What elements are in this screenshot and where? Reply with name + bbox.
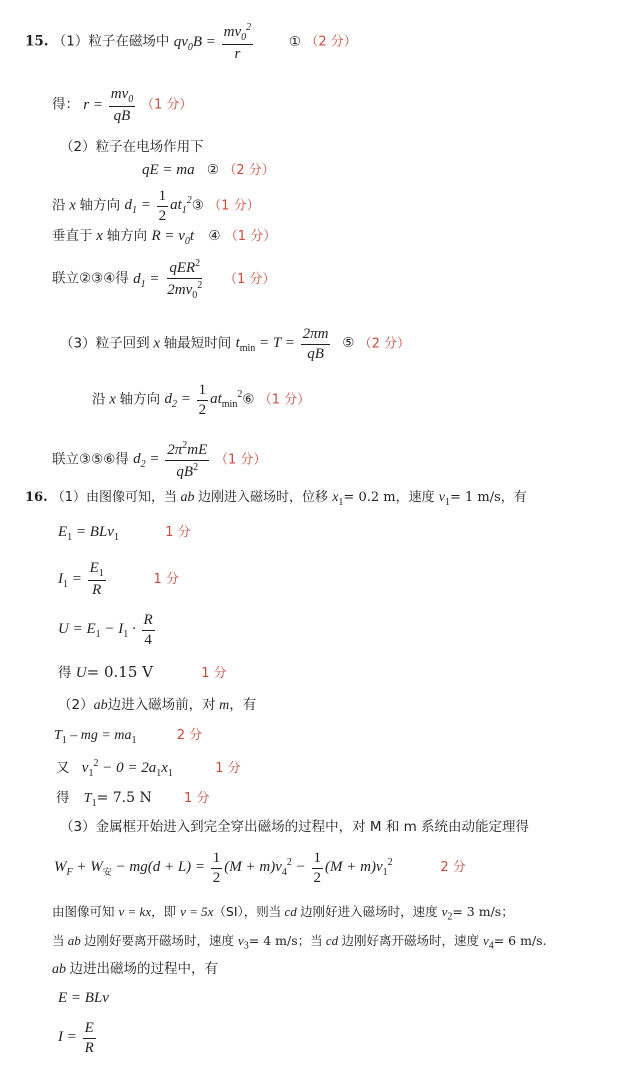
q16-U-line <box>58 612 157 648</box>
q16-p2-head-1: （2） <box>58 697 94 713</box>
q16-U-result-line: 得 U= 0.15 V 1 分 <box>58 663 227 681</box>
q16-line-b3: = 4 m/s；当 <box>248 933 323 948</box>
q16-score-T1: 1 分 <box>184 791 210 806</box>
q15-along-label-2: 轴方向 <box>79 197 121 214</box>
q16-score-v1sq: 1 分 <box>215 761 241 776</box>
q16-eq-I1: $I_1$ = $\frac{E_1}{R}$ <box>58 560 104 598</box>
q16-intro-4: ，有 <box>500 490 527 505</box>
q16-T1-result-line: 得 $T_1= 7.5$ N 1 分 <box>56 790 210 809</box>
q15-de-label: 得： <box>52 96 79 113</box>
q15-eq4: $R = v_0t$ <box>151 228 195 247</box>
q15-mark-3: ③ <box>191 197 204 214</box>
q15-part2-heading: （2）粒子在电场作用下 <box>60 139 204 155</box>
q16-intro-3: ，速度 <box>395 490 435 505</box>
q16-score-U: 1 分 <box>201 666 227 681</box>
q16-I-line <box>58 1020 98 1056</box>
q15-mark-6: ⑥ <box>242 391 255 408</box>
q15-part3-line: （3）粒子回到 x 轴最短时间 $t_{min} = T$ = $\frac{2\pi m}{qB}$ ⑤ （2 分） <box>60 326 411 362</box>
q16-line-b: 当 ab 边刚好要离开磁场时，速度 $v_3= 4$ m/s；当 cd 边刚好离开磁场时，速度 $v_4= 6$ m/s. <box>52 933 547 952</box>
q15-combine-2-line <box>52 440 266 480</box>
q15-eq-d2: $d_2$ = $\frac{2\pi^2mE}{qB^2}$ <box>133 440 208 480</box>
q16-energy-line <box>54 850 466 886</box>
q16-line-a1: 由图像可知 <box>52 904 115 919</box>
q15-mark-2: ② <box>206 162 220 178</box>
q16-p2-head-2: 边进入磁场前，对 <box>107 697 216 713</box>
q15-eq2-line <box>142 162 275 179</box>
q16-I1-line <box>58 560 179 599</box>
q15-score-r: （1 分） <box>141 97 193 113</box>
q16-eq-I: I = $\frac{E}{R}$ <box>58 1020 94 1056</box>
q16-line-a3: （SI），则当 <box>213 904 282 919</box>
q15-score-3: （1 分） <box>208 198 260 214</box>
q16-score-T1eq: 2 分 <box>176 728 203 743</box>
q15-score-d1: （1 分） <box>223 271 276 287</box>
q16-line-b1: 当 <box>52 933 65 948</box>
q15-part3-text: （3）粒子回到 <box>60 335 150 352</box>
q15-R-line: 垂直于 x 轴方向 $R = v_0t$ ④ （1 分） <box>52 228 277 247</box>
q16-eq-v1sq: $v_1^2 - 0 = 2a_1x_1$ <box>81 758 173 779</box>
q16-v1-value: = 1 m/s <box>449 490 501 505</box>
q16-line-a5: = 3 m/s； <box>452 904 514 919</box>
q16-number: 16. <box>25 490 48 505</box>
q16-score-I1: 1 分 <box>153 571 179 587</box>
q15-eq1: $qv_0B$ = $\frac{mv_0^2}{r}$ <box>173 22 252 62</box>
q16-part2-heading: （2）ab边进入磁场前，对 m，有 <box>58 697 257 713</box>
q15-combine-1-line <box>52 258 275 301</box>
q16-line-a4: 边刚好进入磁场时，速度 <box>300 904 438 919</box>
q15-score-6: （1 分） <box>258 392 311 408</box>
q16-v1sq-line <box>56 758 241 780</box>
q15-combine-2-label: 联立③⑤⑥得 <box>52 451 129 468</box>
q16-intro-2: 边刚进入磁场时，位移 <box>198 490 329 505</box>
q16-eq-T1: $T_1$ – mg = $ma_1$ <box>54 728 137 746</box>
q15-number: 15. <box>25 33 49 50</box>
q15-perp-label-2: 轴方向 <box>106 228 148 244</box>
q16-U-value: = 0.15 V <box>86 663 153 681</box>
q16-line-a2: ，即 <box>151 904 177 919</box>
q16-E-line <box>58 990 109 1007</box>
q15-d1-line: 沿 x 轴方向 $d_1$ = $\frac{1}{2}$ $at_1^2③$ （1 分） <box>52 188 260 224</box>
q15-part1-text: （1）粒子在磁场中 <box>52 33 170 50</box>
q15-mark-5: ⑤ <box>342 335 355 352</box>
q15-score-2: （2 分） <box>223 163 275 178</box>
q16-part1-line: 16. （1）由图像可知，当 ab 边刚进入磁场时，位移 $x_1= 0.2$ m，速度 $v_1= 1$ m/s，有 <box>25 490 527 508</box>
q16-line-a: 由图像可知 v = kx，即 v = 5x（SI），则当 cd 边刚好进入磁场时，速度 $v_2= 3$ m/s； <box>52 904 514 923</box>
q15-score-4: （1 分） <box>224 229 277 244</box>
q16-score-E1: 1 分 <box>165 525 191 540</box>
q16-line-b2: 边刚好要离开磁场时，速度 <box>84 933 235 948</box>
q15-along-label-b: 沿 <box>92 391 106 408</box>
q15-r-line <box>52 86 192 125</box>
q15-perp-label: 垂直于 <box>52 228 93 244</box>
q16-eq-E: E = BLv <box>58 990 109 1006</box>
q16-E1-line <box>58 524 191 544</box>
q16-T1-value: = 7.5 N <box>96 790 152 806</box>
q15-score-5: （2 分） <box>358 336 411 352</box>
q15-eq3: $d_1$ = $\frac{1}{2}$ $at_1^2$ <box>124 188 192 224</box>
q15-eq2: qE = ma <box>142 162 195 178</box>
q15-eq6: $d_2$ = $\frac{1}{2}$ $at_{min}^2$ <box>164 382 243 418</box>
q15-score-1: （2 分） <box>305 34 357 50</box>
q16-eq-U: $U = E_1 - I_1$ · $\frac{R}{4}$ <box>58 612 153 648</box>
q16-eq-energy: $W_F + W_安 - mg(d + L)$ = $\frac{1}{2}$ $(M + m)v_4^2$ − $\frac{1}{2}$ $(M + m)v_1^2$ <box>54 850 393 886</box>
q16-line-c-text: 边进出磁场的过程中，有 <box>69 961 218 977</box>
q16-T1-eq-line <box>54 728 202 746</box>
q16-p2-head-3: ，有 <box>229 697 257 713</box>
q15-combine-1-label: 联立②③④得 <box>52 270 129 287</box>
q15-mark-4: ④ <box>208 228 221 244</box>
q16-intro-1: （1）由图像可知，当 <box>51 490 178 505</box>
q15-score-d2: （1 分） <box>215 452 267 468</box>
q16-you-label: 又 <box>56 760 70 776</box>
q15-eq5: $t_{min} = T$ = $\frac{2\pi m}{qB}$ <box>235 326 329 362</box>
q15-along-label-b2: 轴方向 <box>119 391 161 408</box>
q16-line-b4: 边刚好离开磁场时，速度 <box>341 933 479 948</box>
q15-mark-1: ① <box>288 33 302 50</box>
q15-eq-d1: $d_1$ = $\frac{qER^2}{2mv_0^2}$ <box>133 258 203 301</box>
q15-d2-line: 沿 x 轴方向 $d_2$ = $\frac{1}{2}$ $at_{min}^2⑥$ （1 分） <box>92 382 311 418</box>
q16-line-c: ab 边进出磁场的过程中，有 <box>52 961 218 977</box>
q16-eq-E1: $E_1 = BLv_1$ <box>58 524 119 543</box>
q16-line-b5: = 6 m/s. <box>493 933 547 948</box>
q16-score-energy: 2 分 <box>440 860 466 876</box>
q16-x1-value: = 0.2 m <box>343 490 396 505</box>
q16-de-label: 得 <box>58 665 72 681</box>
q15-along-label: 沿 <box>52 197 66 214</box>
q15-part3-text-2: 轴最短时间 <box>163 335 232 352</box>
q15-eq-r: r = $\frac{mv_0}{qB}$ <box>83 86 134 124</box>
q16-part3-heading: （3）金属框开始进入到完全穿出磁场的过程中，对 M 和 m 系统由动能定理得 <box>60 819 530 835</box>
q16-de2-label: 得 <box>56 790 70 806</box>
q15-part1-line <box>25 22 357 63</box>
